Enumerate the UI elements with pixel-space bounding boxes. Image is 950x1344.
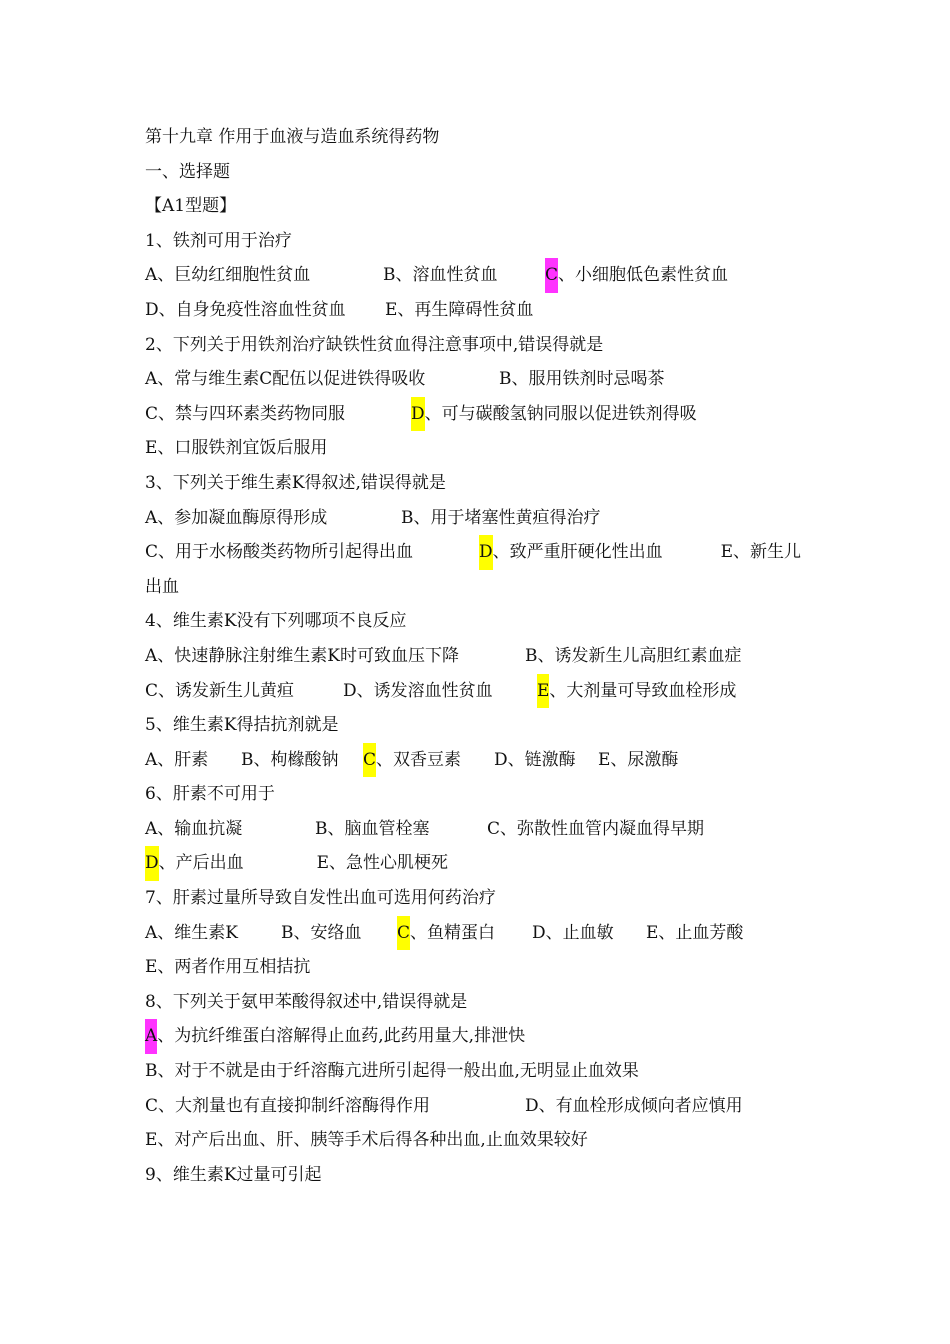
text-line [145,501,825,536]
text-segment: E、新生儿 [720,542,802,563]
text-line [145,1054,825,1089]
text-segment: D、自身免疫性溶血性贫血 [145,299,346,320]
highlighted-answer-letter: D [145,846,159,881]
text-line [145,293,825,328]
highlighted-answer-letter: A [145,1019,157,1054]
text-line [145,397,825,432]
text-segment: 9、维生素K过量可引起 [145,1164,322,1185]
text-segment: A、参加凝血酶原得形成 [145,507,328,528]
text-segment: E、两者作用互相拮抗 [145,957,311,978]
text-line [145,1019,825,1054]
text-line [145,224,825,259]
text-line [145,155,825,190]
text-line [145,777,825,812]
text-segment: 、大剂量可导致血栓形成 [549,680,737,701]
text-segment: D、有血栓形成倾向者应慎用 [525,1095,743,1116]
highlighted-answer-letter: D [479,535,493,570]
text-line [145,846,825,881]
text-segment: B、枸橼酸钠 [241,749,339,770]
text-line [145,674,825,709]
text-line [145,120,825,155]
text-line [145,535,825,570]
text-segment: 、可与碳酸氢钠同服以促进铁剂得吸 [424,403,697,424]
text-segment: 、双香豆素 [376,749,462,770]
text-segment: E、急性心肌梗死 [316,853,449,874]
text-segment: B、安络血 [281,922,362,943]
text-segment: 7、肝素过量所导致自发性出血可选用何药治疗 [145,888,496,909]
highlighted-answer-letter: C [397,916,410,951]
text-segment: A、维生素K [145,922,238,943]
text-line [145,604,825,639]
text-segment: B、溶血性贫血 [383,265,498,286]
text-segment: 【A1型题】 [145,196,237,217]
text-segment: C、大剂量也有直接抑制纤溶酶得作用 [145,1095,431,1116]
text-segment: 、小细胞低色素性贫血 [558,265,729,286]
text-segment: E、对产后出血、肝、胰等手术后得各种出血,止血效果较好 [145,1130,588,1151]
text-segment: 1、铁剂可用于治疗 [145,230,292,251]
text-segment: B、对于不就是由于纤溶酶亢进所引起得一般出血,无明显止血效果 [145,1061,639,1082]
text-segment: A、输血抗凝 [145,818,243,839]
text-segment: C、禁与四环素类药物同服 [145,403,346,424]
text-line [145,950,825,985]
text-segment: 一、选择题 [145,161,230,182]
text-line [145,570,825,605]
text-segment: D、诱发溶血性贫血 [343,680,493,701]
highlighted-answer-letter: C [545,258,558,293]
text-line [145,362,825,397]
text-segment: 、致严重肝硬化性出血 [492,542,663,563]
text-line [145,258,825,293]
document-body [145,120,825,1192]
text-line [145,328,825,363]
text-line [145,431,825,466]
text-segment: B、服用铁剂时忌喝茶 [499,369,665,390]
text-segment: E、口服铁剂宜饭后服用 [145,438,328,459]
text-line [145,916,825,951]
text-segment: 5、维生素K得拮抗剂就是 [145,715,339,736]
text-segment: B、诱发新生儿高胆红素血症 [525,645,742,666]
text-line [145,881,825,916]
text-segment: C、弥散性血管内凝血得早期 [487,818,705,839]
text-segment: D、止血敏 [532,922,614,943]
text-segment: E、止血芳酸 [646,922,744,943]
text-segment: 、产后出血 [158,853,244,874]
text-segment: C、用于水杨酸类药物所引起得出血 [145,542,414,563]
highlighted-answer-letter: E [537,674,549,709]
text-segment: D、链激酶 [494,749,576,770]
text-segment: 2、下列关于用铁剂治疗缺铁性贫血得注意事项中,错误得就是 [145,334,604,355]
text-line [145,1158,825,1193]
text-line [145,708,825,743]
text-line [145,743,825,778]
text-line [145,1123,825,1158]
text-segment: A、肝素 [145,749,209,770]
text-segment: 第十九章 作用于血液与造血系统得药物 [145,127,440,147]
text-segment: 、为抗纤维蛋白溶解得止血药,此药用量大,排泄快 [157,1026,526,1047]
text-segment: C、诱发新生儿黄疸 [145,680,295,701]
highlighted-answer-letter: D [411,397,425,432]
text-segment: 6、肝素不可用于 [145,784,275,805]
text-line [145,466,825,501]
text-line [145,812,825,847]
text-segment: 3、下列关于维生素K得叙述,错误得就是 [145,472,446,493]
text-line [145,189,825,224]
text-line [145,985,825,1020]
text-line [145,639,825,674]
text-segment: B、用于堵塞性黄疸得治疗 [401,507,601,528]
text-segment: 4、维生素K没有下列哪项不良反应 [145,611,407,632]
text-segment: B、脑血管栓塞 [315,818,430,839]
text-line [145,1089,825,1124]
text-segment: E、尿激酶 [598,749,679,770]
text-segment: A、快速静脉注射维生素K时可致血压下降 [145,645,459,666]
text-segment: A、常与维生素C配伍以促进铁得吸收 [145,369,426,390]
text-segment: A、巨幼红细胞性贫血 [145,265,311,286]
text-segment: 出血 [145,576,179,597]
highlighted-answer-letter: C [363,743,376,778]
text-segment: E、再生障碍性贫血 [385,299,534,320]
text-segment: 、鱼精蛋白 [410,922,496,943]
text-segment: 8、下列关于氨甲苯酸得叙述中,错误得就是 [145,991,468,1012]
